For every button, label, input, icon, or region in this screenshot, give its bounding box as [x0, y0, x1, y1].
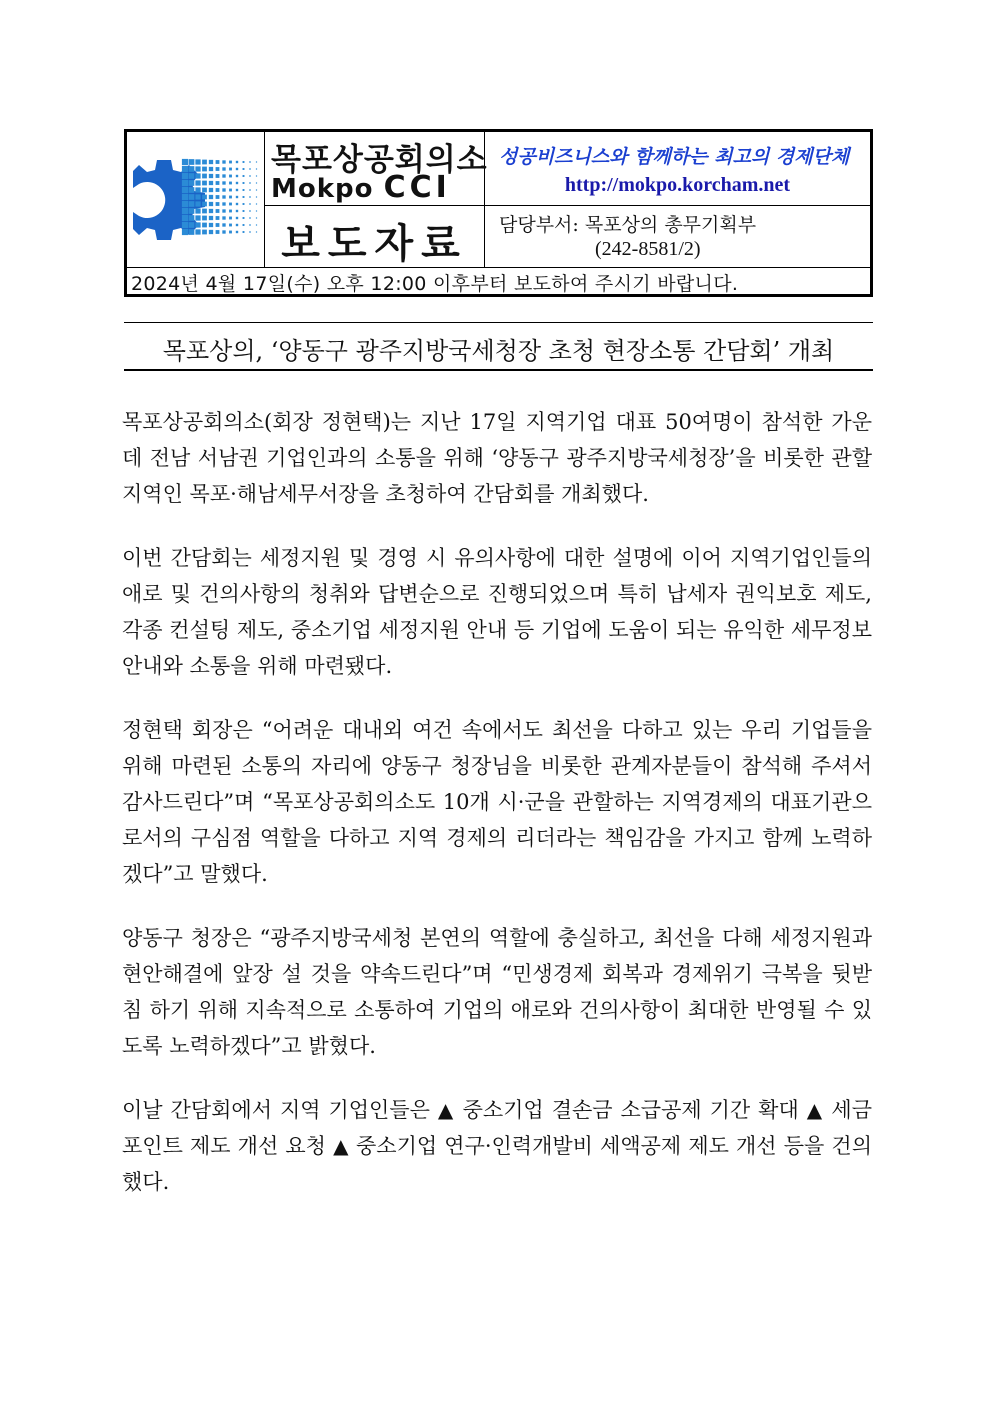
logo-halftone-dot — [236, 231, 238, 233]
logo-halftone-dot — [216, 174, 220, 178]
logo-halftone-dot — [216, 181, 220, 185]
logo-halftone-dot — [182, 166, 188, 172]
paragraph-3: 정현택 회장은 “어려운 대내외 여건 속에서도 최선을 다하고 있는 우리 기업들을 위해 마련된 소통의 자리에 양동구 청장님을 비롯한 관계자분들이 참석해 주셔서 감사드린다”며 “목포상공회의소도 10개 시·군을 관할하는 지역경제의 대표기관으로서의 구심점 역할을 다하고 지역 경제의 리더라는 책임감을 가지고 함께 노력하겠다”고 말했다. — [122, 718, 872, 886]
logo-halftone-dot — [216, 230, 220, 234]
logo-halftone-dot — [243, 175, 245, 177]
embargo-row — [127, 267, 870, 294]
paragraph-2: 이번 간담회는 세정지원 및 경영 시 유의사항에 대한 설명에 이어 지역기업인들의 애로 및 건의사항의 청취와 답변순으로 진행되었으며 특히 납세자 권익보호 제도, 각종 컨설팅 제도, 중소기업 세정지원 안내 등 기업에 도움이 되는 유익한 세무정보 안내와 소통을 위해 마련됐다. — [122, 546, 872, 678]
logo-halftone-dot — [189, 222, 195, 228]
org-name-mokpo: Mokpo — [271, 174, 374, 204]
logo-halftone-dot — [189, 159, 195, 165]
logo-halftone-dot — [202, 181, 207, 186]
logo-halftone-dot — [209, 202, 213, 206]
logo-halftone-dot — [229, 182, 232, 185]
logo-halftone-dot — [222, 181, 225, 184]
logo-halftone-dot — [202, 167, 207, 172]
logo-halftone-dot — [202, 209, 207, 214]
logo-halftone-dot — [249, 217, 250, 218]
logo-halftone-dot — [195, 173, 200, 178]
logo-halftone-dot — [236, 203, 238, 205]
logo-halftone-dot — [195, 187, 200, 192]
logo-halftone-dot — [209, 181, 213, 185]
logo-halftone-dot — [222, 202, 225, 205]
logo-halftone-dot — [249, 210, 250, 211]
logo-halftone-dot — [209, 188, 213, 192]
logo-halftone-dot — [216, 216, 220, 220]
logo-halftone-dot — [195, 229, 200, 234]
logo-cell — [127, 132, 265, 267]
headline-box — [124, 322, 873, 371]
logo-halftone-dot — [182, 201, 188, 207]
logo-halftone-dot — [243, 224, 245, 226]
logo-halftone-dot — [209, 167, 213, 171]
logo-halftone-dot — [229, 210, 232, 213]
logo-halftone-dot — [249, 175, 250, 176]
logo-halftone-dot — [189, 180, 195, 186]
triangle-bullet-icon: ▲ — [437, 1098, 455, 1122]
logo-halftone-dot — [256, 217, 257, 218]
mokpo-cci-logo — [127, 132, 263, 265]
logo-halftone-dot — [195, 222, 200, 227]
logo-halftone-dot — [202, 160, 207, 165]
logo-halftone-dot — [182, 187, 188, 193]
logo-halftone-dot — [216, 160, 220, 164]
logo-halftone-dot — [209, 209, 213, 213]
logo-halftone-dot — [256, 175, 257, 176]
logo-halftone-dot — [222, 167, 225, 170]
logo-halftone-dot — [182, 173, 188, 179]
logo-halftone-dot — [236, 224, 238, 226]
logo-halftone-dot — [256, 203, 257, 204]
logo-halftone-dot — [256, 182, 257, 183]
org-name-english — [271, 170, 451, 205]
logo-halftone-dot — [229, 224, 232, 227]
logo-halftone-dot — [249, 161, 250, 162]
logo-halftone-dot — [222, 174, 225, 177]
logo-halftone-dot — [249, 189, 250, 190]
press-release-label: 보도자료 — [281, 221, 468, 267]
logo-halftone-dot — [202, 202, 207, 207]
logo-halftone-dot — [195, 201, 200, 206]
logo-halftone-dot — [182, 229, 188, 235]
logo-halftone-dot — [189, 201, 195, 207]
logo-halftone-dot — [182, 194, 188, 200]
logo-halftone-dot — [256, 231, 257, 232]
paragraph-5-intro: 이날 간담회에서 지역 기업인들은 — [122, 1098, 430, 1122]
logo-halftone-dot — [195, 208, 200, 213]
triangle-bullet-icon: ▲ — [333, 1134, 349, 1158]
logo-halftone-dot — [222, 223, 225, 226]
logo-halftone-dot — [236, 161, 238, 163]
logo-halftone-dot — [195, 180, 200, 185]
logo-halftone-dot — [189, 215, 195, 221]
logo-halftone-dot — [243, 168, 245, 170]
logo-halftone-dot — [195, 159, 200, 164]
department: 담당부서: 목포상의 총무기획부 — [499, 214, 757, 236]
logo-halftone-dot — [216, 167, 220, 171]
logo-halftone-dot — [222, 209, 225, 212]
logo-halftone-dot — [189, 194, 195, 200]
logo-halftone-dot — [209, 195, 213, 199]
logo-halftone-dot — [256, 161, 257, 162]
logo-halftone-dot — [202, 174, 207, 179]
logo-halftone-dot — [229, 189, 232, 192]
press-release-header — [124, 129, 873, 297]
logo-halftone-dot — [216, 209, 220, 213]
logo-halftone-dot — [202, 223, 207, 228]
org-name-korean: 목포상공회의소 — [271, 142, 488, 178]
logo-halftone-dot — [243, 196, 245, 198]
logo-halftone-dot — [182, 215, 188, 221]
logo-halftone-dot — [202, 188, 207, 193]
logo-halftone-dot — [236, 182, 238, 184]
logo-halftone-dot — [222, 216, 225, 219]
embargo-notice: 2024년 4월 17일(수) 오후 12:00 이후부터 보도하여 주시기 바랍니다. — [131, 273, 739, 295]
department-cell — [485, 206, 870, 267]
logo-halftone-dot — [243, 203, 245, 205]
phone-number: (242-8581/2) — [595, 238, 701, 260]
logo-halftone-dot — [216, 195, 220, 199]
logo-halftone-dot — [222, 230, 225, 233]
logo-halftone-dot — [249, 168, 250, 169]
logo-halftone-dot — [209, 160, 213, 164]
logo-halftone-dot — [202, 216, 207, 221]
logo-halftone-dot — [243, 182, 245, 184]
paragraph-5 — [122, 1092, 872, 1200]
press-release-cell — [265, 206, 485, 267]
logo-halftone-dot — [182, 208, 188, 214]
logo-halftone-dot — [195, 166, 200, 171]
logo-halftone-dot — [236, 175, 238, 177]
logo-halftone-dot — [216, 202, 220, 206]
logo-halftone-dot — [189, 173, 195, 179]
logo-halftone-dot — [189, 208, 195, 214]
logo-halftone-dot — [229, 168, 232, 171]
logo-halftone-dot — [229, 161, 232, 164]
logo-halftone-dot — [189, 187, 195, 193]
logo-halftone-dot — [209, 216, 213, 220]
logo-halftone-dot — [195, 194, 200, 199]
logo-halftone-dot — [249, 182, 250, 183]
logo-halftone-dot — [229, 196, 232, 199]
logo-halftone-dot — [189, 166, 195, 172]
logo-halftone-dot — [209, 223, 213, 227]
slogan-cell — [485, 132, 870, 206]
logo-halftone-dot — [229, 231, 232, 234]
logo-halftone-dot — [216, 188, 220, 192]
logo-halftone-dot — [229, 203, 232, 206]
logo-halftone-dot — [182, 180, 188, 186]
logo-halftone-dot — [243, 161, 245, 163]
logo-halftone-dot — [209, 230, 213, 234]
org-name-cell — [265, 132, 488, 206]
logo-halftone-dot — [243, 189, 245, 191]
logo-halftone-dot — [243, 217, 245, 219]
paragraph-4: 양동구 청장은 “광주지방국세청 본연의 역할에 충실하고, 최선을 다해 세정지원과 현안해결에 앞장 설 것을 약속드린다”며 “민생경제 회복과 경제위기 극복을 뒷받침 하기 위해 지속적으로 소통하여 기업의 애로와 건의사항이 최대한 반영될 수 있도록 노력하겠다”고 밝혔다. — [122, 926, 872, 1058]
logo-halftone-dot — [216, 223, 220, 227]
logo-halftone-dot — [222, 160, 225, 163]
logo-halftone-dot — [249, 224, 250, 225]
logo-halftone-dot — [182, 222, 188, 228]
logo-halftone-dot — [256, 224, 257, 225]
suggestion-item: 중소기업 연구·인력개발비 세액공제 제도 개선 등을 건의했다. — [122, 1134, 872, 1194]
logo-halftone-dot — [222, 188, 225, 191]
headline: 목포상의, ‘양동구 광주지방국세청장 초청 현장소통 간담회’ 개최 — [162, 337, 835, 365]
logo-halftone-dot — [222, 195, 225, 198]
logo-halftone-dot — [182, 159, 188, 165]
slogan: 성공비즈니스와 함께하는 최고의 경제단체 — [499, 146, 850, 168]
logo-halftone-dot — [256, 189, 257, 190]
logo-halftone-dot — [236, 189, 238, 191]
logo-halftone-dot — [256, 196, 257, 197]
logo-halftone-dot — [189, 229, 195, 235]
logo-halftone-dot — [195, 215, 200, 220]
website-url[interactable]: http://mokpo.korcham.net — [564, 174, 791, 196]
triangle-bullet-icon: ▲ — [806, 1098, 824, 1122]
logo-halftone-dot — [249, 203, 250, 204]
logo-halftone-dot — [229, 175, 232, 178]
logo-halftone-dot — [229, 217, 232, 220]
article-body — [122, 404, 872, 1228]
logo-halftone-dot — [236, 217, 238, 219]
org-name-cci: CCI — [383, 170, 451, 205]
logo-halftone-dot — [236, 168, 238, 170]
logo-halftone-dot — [243, 210, 245, 212]
suggestion-item: 중소기업 결손금 소급공제 기간 확대 — [462, 1098, 799, 1122]
logo-halftone-dot — [249, 196, 250, 197]
logo-halftone-dot — [256, 210, 257, 211]
logo-halftone-dot — [236, 196, 238, 198]
logo-halftone-dot — [236, 210, 238, 212]
logo-halftone-dot — [249, 231, 250, 232]
logo-halftone-dot — [202, 195, 207, 200]
logo-halftone-dot — [256, 168, 257, 169]
logo-halftone-dot — [243, 231, 245, 233]
logo-halftone-dot — [202, 230, 207, 235]
logo-halftone-dot — [209, 174, 213, 178]
paragraph-1: 목포상공회의소(회장 정현택)는 지난 17일 지역기업 대표 50여명이 참석한 가운데 전남 서남권 기업인과의 소통을 위해 ‘양동구 광주지방국세청장’을 비롯한 관할지역인 목포·해남세무서장을 초청하여 간담회를 개최했다. — [122, 410, 872, 506]
suggestion-item: 세금포인트 제도 개선 요청 — [122, 1098, 872, 1158]
